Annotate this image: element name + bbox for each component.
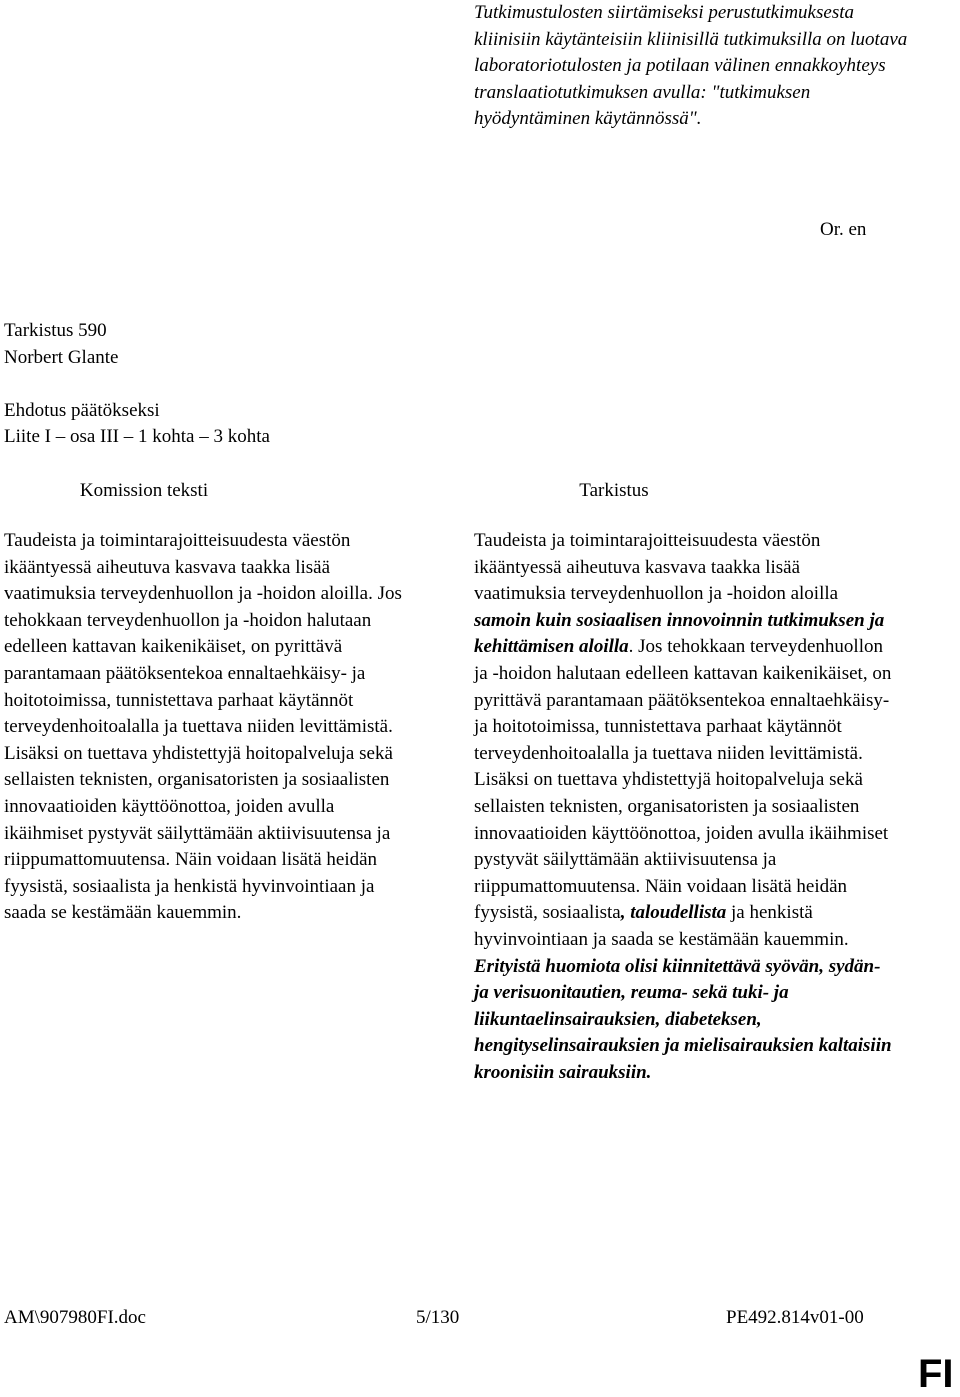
amendment-text-part: . Jos tehokkaan terveydenhuollon ja -hoidon halutaan edelleen kattavan kaikenikäiset, on pyrittävä parantamaan päätöksentekoa ennaltaehkäisy- ja hoitotoimissa, tunnistettava parhaat käytännöt terveydenhoitoalalla ja tuettava niiden levittämistä. Lisäksi on tuettava yhdistettyjä hoitopalveluja sekä sellaisten teknisten, organisatoristen ja sosiaalisten innovaatioiden käyttöönottoa, joiden avulla ikäihmiset pystyvät säilyttämään aktiivisuutensa ja riippumattomuutensa. Näin voidaan lisätä heidän fyysistä, sosiaalista (474, 636, 892, 924)
amendment-text-part: Taudeista ja toimintarajoitteisuudesta väestön ikääntyessä aiheutuva kasvava taakka lisää vaatimuksia terveydenhuollon ja -hoidon aloilla (474, 530, 839, 605)
amendment-text (474, 528, 894, 1086)
amendment-insert: samoin kuin sosiaalisen innovoinnin tutkimuksen ja kehittämisen aloilla (474, 609, 885, 658)
footer-doc-code: PE492.814v01-00 (726, 1307, 864, 1328)
intro-paragraph: Tutkimustulosten siirtämiseksi perustutkimuksesta kliinisiin käytänteisiin kliinisillä tutkimuksilla on luotava laboratoriotulosten ja potilaan välinen ennakkoyhteys translaatiotutkimuksen avulla: "tutkimuksen hyödyntäminen käytännössä". (474, 2, 908, 130)
commission-text: Taudeista ja toimintarajoitteisuudesta väestön ikääntyessä aiheutuva kasvava taakka lisää vaatimuksia terveydenhuollon ja -hoidon aloilla. Jos tehokkaan terveydenhuollon ja -hoidon halutaan edelleen kattavan kaikenikäiset, on pyrittävä parantamaan päätöksentekoa ennaltaehkäisy- ja hoitotoimissa, tunnistettava parhaat käytännöt terveydenhoitoalalla ja tuettava niiden levittämistä. Lisäksi on tuettava yhdistettyjä hoitopalveluja sekä sellaisten teknisten, organisatoristen ja sosiaalisten innovaatioiden käyttöönottoa, joiden avulla ikäihmiset pystyvät säilyttämään aktiivisuutensa ja riippumattomuutensa. Näin voidaan lisätä heidän fyysistä, sosiaalista ja henkistä hyvinvointiaan ja saada se kestämään kauemmin. (4, 530, 402, 924)
left-column-heading (4, 478, 284, 505)
proposal-label: Ehdotus päätökseksi (4, 399, 160, 421)
footer-page-number: 5/130 (416, 1307, 460, 1328)
left-heading-text: Komission teksti (79, 480, 209, 501)
amendment-insert: Erityistä huomiota olisi kiinnitettävä syövän, sydän- ja verisuonitautien, reuma- sekä tuki- ja liikuntaelinsairauksien, diabeteksen, hengityselinsairauksien ja mielisairauksien kaltaisiin kroonisiin sairauksiin. (474, 955, 892, 1083)
right-column-heading (474, 478, 754, 505)
amendment-reference: Liite I – osa III – 1 kohta – 3 kohta (4, 426, 270, 448)
amendment-header (4, 318, 604, 451)
amendment-insert: , taloudellista (620, 902, 727, 924)
amendment-author: Norbert Glante (4, 346, 119, 368)
amendment-text-part: ja henkistä hyvinvointiaan ja saada se kestämään kauemmin. (474, 902, 849, 950)
original-language-label: Or. en (820, 219, 867, 240)
right-heading-text: Tarkistus (579, 480, 649, 501)
footer-doc-ref: AM\907980FI.doc (4, 1307, 146, 1328)
footer-language-code: FI (918, 1352, 954, 1396)
amendment-title: Tarkistus 590 (4, 320, 107, 341)
